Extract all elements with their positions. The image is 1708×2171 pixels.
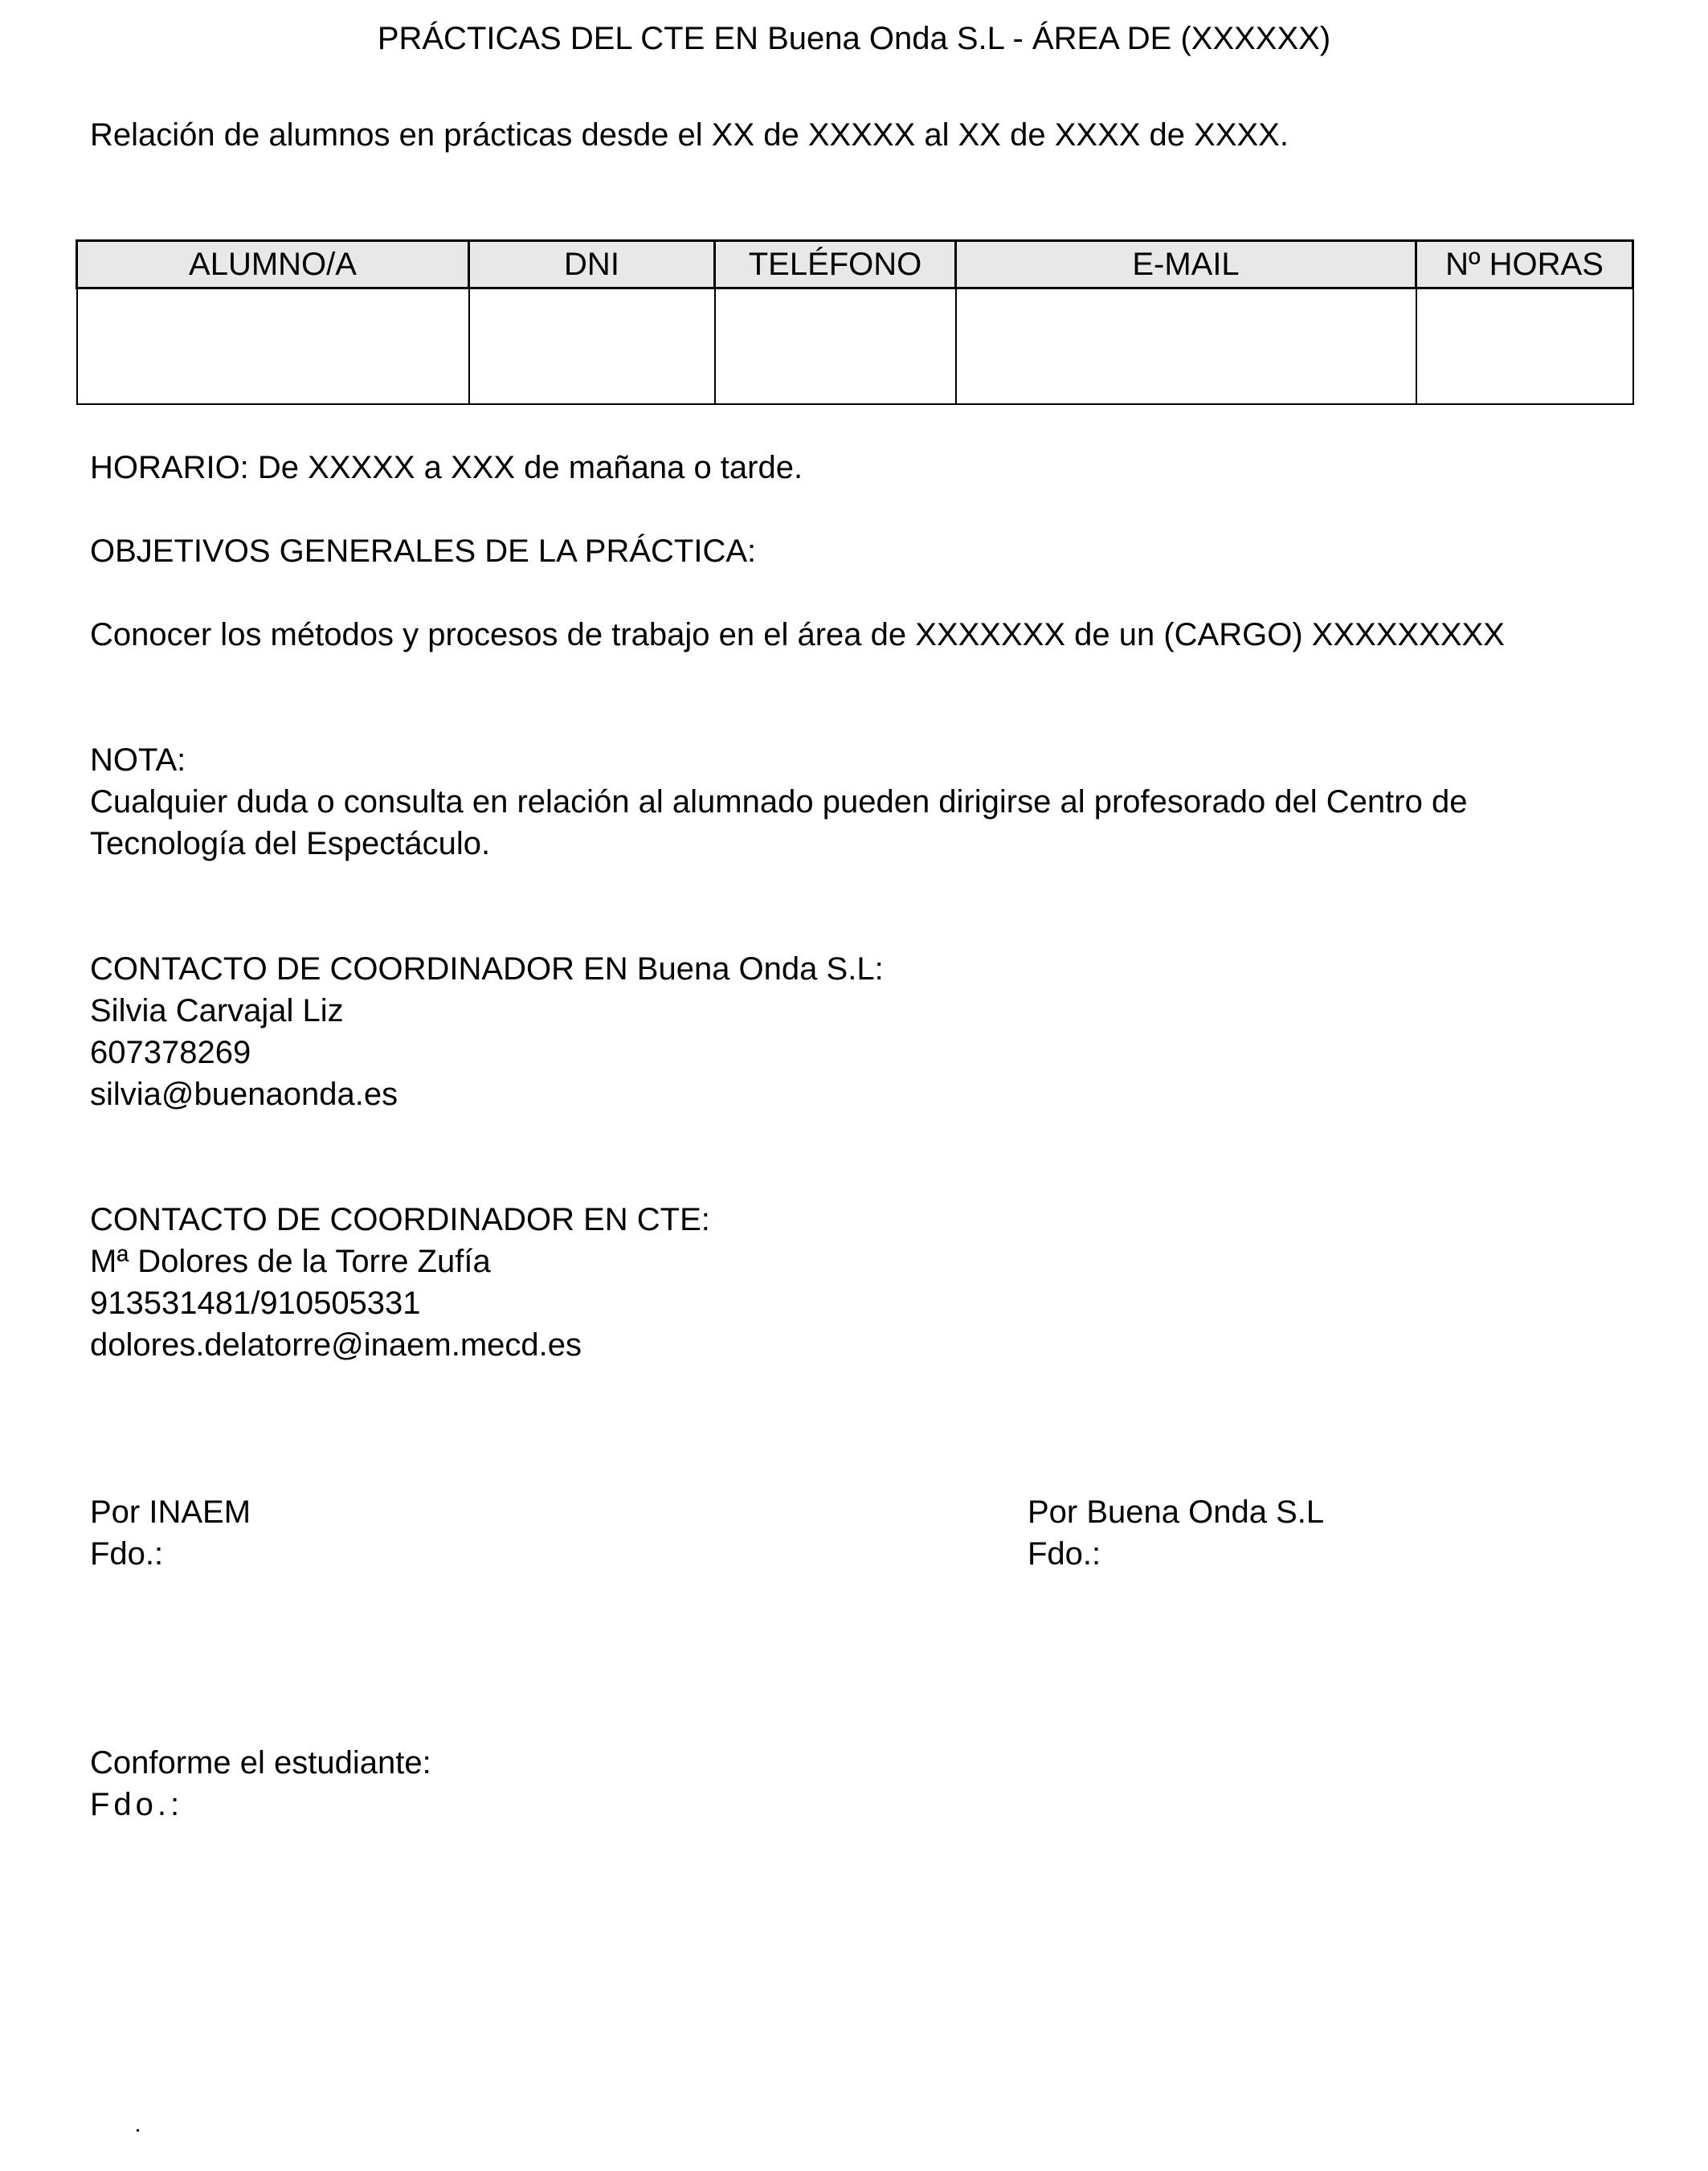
inaem-signature-label: Por INAEM <box>90 1494 251 1530</box>
company-signature-line: Fdo.: <box>1028 1536 1101 1572</box>
table-row <box>77 288 1633 405</box>
company-signature-label: Por Buena Onda S.L <box>1028 1494 1325 1530</box>
table-cell-horas <box>1416 288 1633 405</box>
cte-contact-heading: CONTACTO DE COORDINADOR EN CTE: <box>90 1202 710 1237</box>
col-header-horas: Nº HORAS <box>1416 241 1633 288</box>
company-contact-heading: CONTACTO DE COORDINADOR EN Buena Onda S.L: <box>90 951 884 987</box>
student-signature-label: Conforme el estudiante: <box>90 1745 431 1781</box>
table-header-row <box>77 241 1633 288</box>
objectives-text: Conocer los métodos y procesos de trabajo en el área de XXXXXXX de un (CARGO) XXXXXXXXX <box>90 617 1505 652</box>
col-header-email: E-MAIL <box>956 241 1416 288</box>
col-header-dni: DNI <box>469 241 715 288</box>
cte-contact-phone: 913531481/910505331 <box>90 1286 421 1321</box>
company-contact-phone: 607378269 <box>90 1035 251 1070</box>
table-cell-dni <box>469 288 715 405</box>
students-table <box>76 239 1634 405</box>
student-signature-line: Fdo.: <box>90 1787 184 1822</box>
company-contact-name: Silvia Carvajal Liz <box>90 993 344 1028</box>
intro-text: Relación de alumnos en prácticas desde el XX de XXXXX al XX de XXXX de XXXX. <box>90 117 1289 153</box>
note-heading: NOTA: <box>90 742 186 778</box>
cte-contact-email: dolores.delatorre@inaem.mecd.es <box>90 1327 582 1363</box>
stray-mark <box>137 2129 139 2132</box>
col-header-telefono: TELÉFONO <box>715 241 956 288</box>
company-contact-email: silvia@buenaonda.es <box>90 1077 398 1112</box>
col-header-alumno: ALUMNO/A <box>77 241 469 288</box>
table-cell-telefono <box>715 288 956 405</box>
inaem-signature-line: Fdo.: <box>90 1536 164 1572</box>
objectives-heading: OBJETIVOS GENERALES DE LA PRÁCTICA: <box>90 534 757 569</box>
page-title: PRÁCTICAS DEL CTE EN Buena Onda S.L - ÁREA DE (XXXXXX) <box>377 21 1331 56</box>
table-cell-email <box>956 288 1416 405</box>
table-cell-alumno <box>77 288 469 405</box>
note-text: Cualquier duda o consulta en relación al alumnado pueden dirigirse al profesorado del Centro de Tecnología del Espectáculo. <box>90 784 1468 861</box>
schedule-text: HORARIO: De XXXXX a XXX de mañana o tarde. <box>90 450 803 485</box>
cte-contact-name: Mª Dolores de la Torre Zufía <box>90 1244 491 1279</box>
